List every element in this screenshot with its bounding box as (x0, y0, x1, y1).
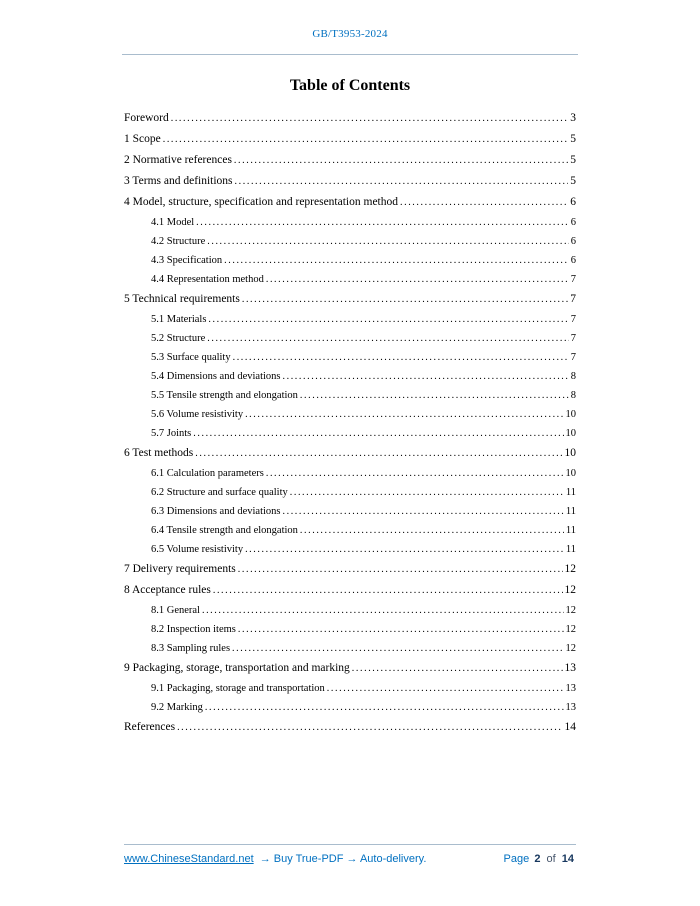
toc-entry-page: 10 (564, 447, 576, 459)
toc-entry (124, 483, 576, 502)
toc-entry-label: 5.1 Materials (151, 314, 207, 325)
toc-dot-leader (266, 464, 564, 483)
toc-entry-page: 10 (565, 409, 576, 420)
toc-dot-leader (193, 424, 563, 443)
toc-entry (124, 232, 576, 251)
toc-entry (124, 717, 576, 738)
toc-entry-page: 6 (570, 196, 576, 208)
toc-entry (124, 192, 576, 213)
toc-entry-page: 8 (570, 371, 576, 382)
toc-entry-page: 12 (564, 563, 576, 575)
toc-entry (124, 698, 576, 717)
toc-entry-page: 7 (570, 352, 576, 363)
toc-dot-leader (234, 150, 568, 171)
toc-dot-leader (195, 443, 562, 464)
toc-entry (124, 540, 576, 559)
page-indicator (504, 852, 576, 866)
toc-entry-label: 8 Acceptance rules (124, 584, 211, 596)
toc-dot-leader (196, 213, 569, 232)
toc-entry-page: 7 (570, 333, 576, 344)
toc-entry (124, 502, 576, 521)
toc-entry-page: 11 (565, 525, 576, 536)
toc-dot-leader (238, 620, 564, 639)
toc-entry-page: 10 (565, 428, 576, 439)
toc-entry (124, 580, 576, 601)
toc-entry-label: 5.4 Dimensions and deviations (151, 371, 281, 382)
toc-dot-leader (213, 580, 563, 601)
toc-dot-leader (238, 559, 563, 580)
toc-dot-leader (177, 717, 562, 738)
footer-branding (124, 852, 426, 866)
page-current-number: 2 (534, 853, 541, 865)
toc-entry-page: 11 (565, 506, 576, 517)
page-header (0, 0, 700, 55)
toc-entry (124, 348, 576, 367)
toc-dot-leader (400, 192, 568, 213)
toc-entry-page: 5 (570, 133, 576, 145)
toc-entry-label: 5.2 Structure (151, 333, 206, 344)
toc-dot-leader (283, 502, 564, 521)
page-content (124, 77, 576, 738)
toc-entry-label: 7 Delivery requirements (124, 563, 236, 575)
toc-entry-label: 4.3 Specification (151, 255, 223, 266)
toc-entry-page: 12 (565, 605, 576, 616)
toc-entry-page: 14 (564, 721, 576, 733)
toc-entry-page: 6 (570, 255, 576, 266)
toc-entry-label: 9.1 Packaging, storage and transportation (151, 683, 325, 694)
toc-entry-label: 4.1 Model (151, 217, 195, 228)
toc-dot-leader (242, 289, 568, 310)
toc-dot-leader (202, 601, 564, 620)
toc-entry-page: 13 (564, 662, 576, 674)
toc-entry-label: 6.4 Tensile strength and elongation (151, 525, 298, 536)
toc-dot-leader (245, 405, 563, 424)
toc-dot-leader (224, 251, 569, 270)
toc-entry-label: 4.2 Structure (151, 236, 206, 247)
toc-entry-label: 9 Packaging, storage, transportation and marking (124, 662, 350, 674)
toc-dot-leader (208, 310, 568, 329)
toc-entry (124, 386, 576, 405)
toc-dot-leader (171, 108, 569, 129)
toc-dot-leader (207, 232, 569, 251)
toc-entry-page: 12 (564, 584, 576, 596)
document-code: GB/T3953-2024 (312, 28, 388, 40)
toc-entry-page: 12 (565, 643, 576, 654)
toc-dot-leader (352, 658, 563, 679)
toc-entry (124, 521, 576, 540)
toc-entry-page: 5 (570, 175, 576, 187)
toc-entry-page: 13 (565, 702, 576, 713)
toc-dot-leader (235, 171, 569, 192)
page-label: Page (503, 853, 530, 865)
toc-entry-label: 5.5 Tensile strength and elongation (151, 390, 298, 401)
toc-entry-page: 3 (570, 112, 576, 124)
toc-entry (124, 150, 576, 171)
toc-entry (124, 620, 576, 639)
table-of-contents (124, 108, 576, 738)
toc-entry-label: 3 Terms and definitions (124, 175, 233, 187)
page-of-label: of (546, 853, 556, 865)
toc-entry-label: 1 Scope (124, 133, 161, 145)
toc-dot-leader (207, 329, 569, 348)
toc-entry-label: 8.2 Inspection items (151, 624, 236, 635)
toc-entry-label: 6.2 Structure and surface quality (151, 487, 288, 498)
toc-entry-label: 8.1 General (151, 605, 200, 616)
toc-entry (124, 329, 576, 348)
toc-entry-label: 6.1 Calculation parameters (151, 468, 264, 479)
toc-entry (124, 601, 576, 620)
toc-entry-page: 7 (570, 274, 576, 285)
toc-dot-leader (290, 483, 564, 502)
toc-entry-label: 5 Technical requirements (124, 293, 240, 305)
toc-dot-leader (163, 129, 569, 150)
toc-entry (124, 270, 576, 289)
toc-dot-leader (283, 367, 569, 386)
toc-entry (124, 559, 576, 580)
toc-entry (124, 679, 576, 698)
toc-dot-leader (266, 270, 569, 289)
toc-entry-label: 4.4 Representation method (151, 274, 264, 285)
toc-entry-page: 11 (565, 544, 576, 555)
toc-entry-label: 5.3 Surface quality (151, 352, 231, 363)
toc-entry-page: 5 (570, 154, 576, 166)
toc-entry-label: 6 Test methods (124, 447, 194, 459)
toc-dot-leader (233, 348, 569, 367)
toc-entry-page: 7 (570, 314, 576, 325)
toc-entry (124, 251, 576, 270)
toc-entry-label: References (124, 721, 176, 733)
toc-dot-leader (300, 521, 564, 540)
toc-entry (124, 424, 576, 443)
toc-entry (124, 405, 576, 424)
footer-row (124, 852, 576, 866)
toc-entry-page: 6 (570, 217, 576, 228)
toc-entry-page: 13 (565, 683, 576, 694)
toc-dot-leader (205, 698, 564, 717)
toc-entry-label: 5.6 Volume resistivity (151, 409, 244, 420)
toc-entry (124, 367, 576, 386)
toc-entry-label: 5.7 Joints (151, 428, 192, 439)
toc-dot-leader (232, 639, 563, 658)
footer-tagline: → Buy True-PDF → Auto-delivery. (259, 853, 427, 865)
toc-entry-label: Foreword (124, 112, 169, 124)
toc-entry-page: 6 (570, 236, 576, 247)
toc-entry-page: 12 (565, 624, 576, 635)
toc-entry-page: 7 (570, 293, 576, 305)
toc-entry (124, 213, 576, 232)
page-footer (124, 844, 576, 866)
toc-entry (124, 171, 576, 192)
toc-entry-page: 10 (565, 468, 576, 479)
toc-entry-label: 2 Normative references (124, 154, 232, 166)
toc-entry-page: 8 (570, 390, 576, 401)
toc-dot-leader (300, 386, 569, 405)
toc-entry-page: 11 (565, 487, 576, 498)
toc-entry-label: 8.3 Sampling rules (151, 643, 231, 654)
site-link[interactable]: www.ChineseStandard.net (124, 853, 254, 865)
toc-entry-label: 6.3 Dimensions and deviations (151, 506, 281, 517)
toc-entry (124, 289, 576, 310)
page-total-number: 14 (561, 853, 574, 865)
toc-dot-leader (327, 679, 564, 698)
toc-dot-leader (245, 540, 564, 559)
toc-entry-label: 9.2 Marking (151, 702, 203, 713)
toc-entry (124, 443, 576, 464)
page-title: Table of Contents (289, 77, 411, 94)
header-divider (122, 54, 578, 55)
toc-entry (124, 108, 576, 129)
toc-entry (124, 129, 576, 150)
toc-entry (124, 639, 576, 658)
toc-entry-label: 6.5 Volume resistivity (151, 544, 244, 555)
toc-entry (124, 658, 576, 679)
toc-entry (124, 310, 576, 329)
toc-entry-label: 4 Model, structure, specification and representation method (124, 196, 398, 208)
footer-divider (124, 844, 576, 845)
toc-entry (124, 464, 576, 483)
